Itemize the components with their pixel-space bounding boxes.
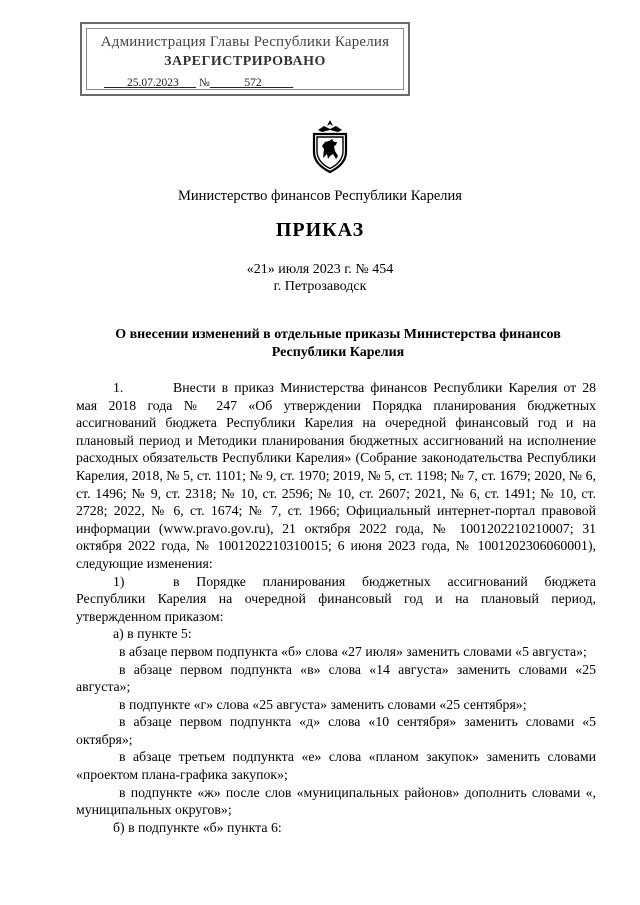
paragraph-2-number: 1) — [113, 573, 125, 589]
order-subject — [78, 326, 598, 362]
paragraph-3: а) в пункте 5: — [113, 626, 192, 642]
paragraph-5: в абзаце первом подпункта «в» слова «14 августа» заменить словами «25 августа»; — [76, 661, 596, 695]
paragraph-6: в подпункте «г» слова «25 августа» заменить словами «25 сентября»; — [119, 696, 527, 712]
stamp-organization: Администрация Главы Республики Карелия — [100, 34, 390, 50]
stamp-status: ЗАРЕГИСТРИРОВАНО — [164, 54, 326, 69]
order-body — [76, 379, 596, 836]
order-date-number: «21» июля 2023 г. № 454 — [246, 262, 394, 277]
registration-stamp — [80, 22, 410, 96]
stamp-number-sign: № — [198, 77, 210, 89]
paragraph-9: в подпункте «ж» после слов «муниципальных районов» дополнить словами «, муниципальных округов»; — [76, 784, 596, 818]
stamp-number: 572 — [244, 77, 262, 89]
paragraph-10: б) в подпункте «б» пункта 6: — [113, 819, 282, 835]
ministry-name: Министерство финансов Республики Карелия — [178, 188, 462, 204]
paragraph-2-text: в Порядке планирования бюджетных ассигнований бюджета Республики Карелия на очередной финансовый год и на плановый период, утвержденном приказом: — [76, 573, 596, 624]
stamp-registration-line — [104, 77, 293, 89]
paragraph-1-number: 1. — [113, 380, 124, 395]
karelia-coat-of-arms-icon — [308, 118, 352, 174]
stamp-date: 25.07.2023 — [127, 77, 179, 89]
paragraph-2 — [76, 573, 596, 626]
paragraph-8: в абзаце третьем подпункта «е» слова «планом закупок» заменить словами «проектом плана-графика закупок»; — [76, 749, 596, 783]
document-type: ПРИКАЗ — [275, 219, 365, 241]
paragraph-7: в абзаце первом подпункта «д» слова «10 сентября» заменить словами «5 октября»; — [76, 714, 596, 747]
paragraph-1-text: Внести в приказ Министерства финансов Республики Карелия от 28 мая 2018 года № 247 «Об утверждении Порядка планирования бюджетных ассигнований бюджета Республики Карелия на очередной финансовый год и на плановый период и Методики планирования бюджетных ассигнований на исполнение расходных обязательств Республики Карелия» (Собрание законодательства Республики Карелия, 2018, № 5, ст. 1101; № 9, ст. 1970; 2019, № 5, ст. 1198; № 7, ст. 1679; 2020, № 6, ст. 1496; № 9, ст. 2318; № 10, ст. 2596; № 10, ст. 2607; 2021, № 6, ст. 1491; № 10, ст. 2728; 2022, № 6, ст. 1674; № 7, ст. 1966; Официальный интернет-портал правовой информации (www.pravo.gov.ru), 21 октября 2022 года, № 1001202210210007; 31 октября 2022 года, № 1001202210310015; 6 июня 2023 года, № 1001202306060001), следующие изменения: — [76, 380, 596, 571]
order-city: г. Петрозаводск — [273, 279, 367, 294]
subject-line-1: О внесении изменений в отдельные приказы Министерства финансов — [115, 327, 561, 342]
subject-line-2: Республики Карелия — [271, 345, 405, 360]
paragraph-4: в абзаце первом подпункта «б» слова «27 июля» заменить словами «5 августа»; — [119, 643, 587, 659]
paragraph-1 — [76, 379, 596, 573]
